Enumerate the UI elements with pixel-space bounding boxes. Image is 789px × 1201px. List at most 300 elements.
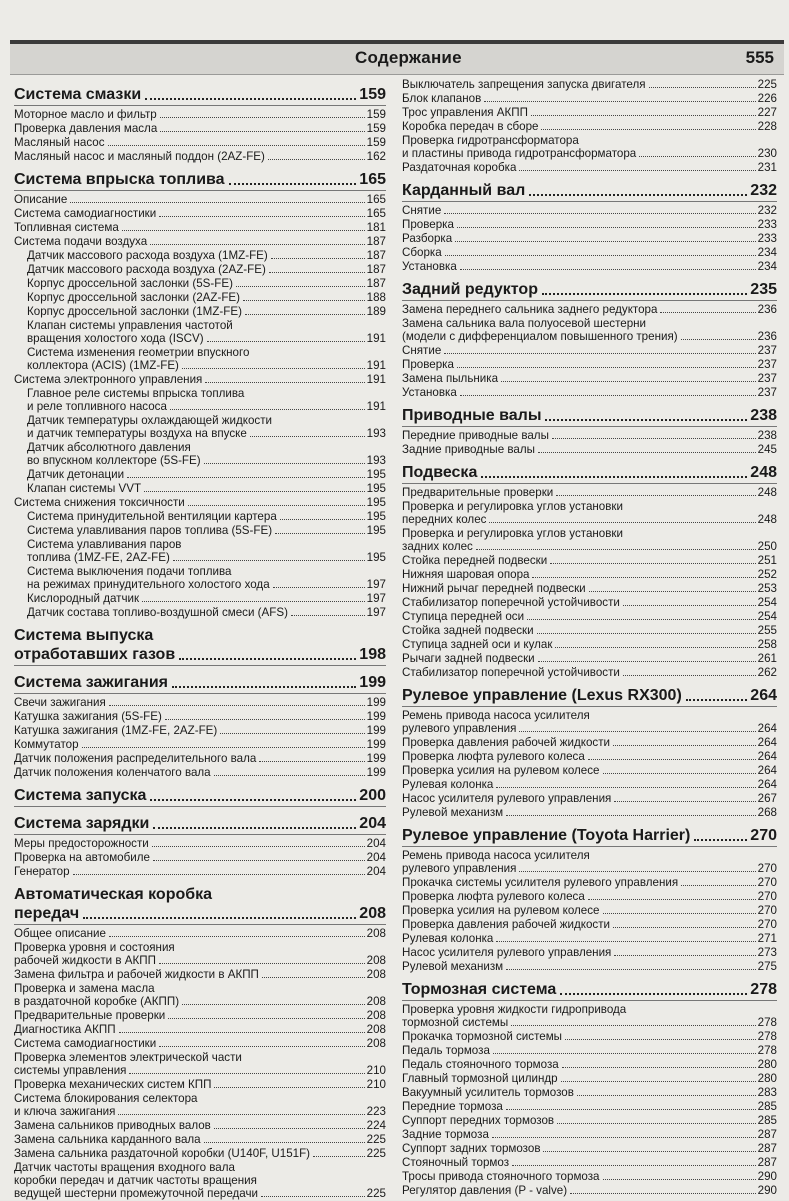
entry-last-line [27, 332, 386, 345]
dot-leader [529, 194, 747, 196]
dot-leader [557, 1123, 756, 1124]
entry-text: Система улавливания паров топлива (5S-FE) [27, 524, 273, 537]
toc-entry [14, 122, 386, 135]
entry-page: 199 [366, 752, 386, 765]
dot-leader [460, 269, 756, 270]
entry-page: 210 [366, 1078, 386, 1091]
entry-page: 225 [757, 78, 777, 91]
section-heading [14, 673, 386, 694]
entry-text: Проверка элементов электрической части [14, 1051, 242, 1064]
toc-entry [402, 624, 777, 637]
entry-text: Проверка [402, 218, 454, 231]
entry-page: 234 [757, 246, 777, 259]
entry-page: 254 [757, 610, 777, 623]
section-rule [402, 846, 777, 847]
dot-leader [511, 1025, 755, 1026]
dot-leader [603, 1179, 756, 1180]
entry-text: Замена переднего сальника заднего редуктора [402, 303, 658, 316]
toc-entry [402, 1170, 777, 1183]
dot-leader [489, 522, 755, 523]
entry-text: Насос усилителя рулевого управления [402, 946, 612, 959]
entry-page: 280 [757, 1072, 777, 1085]
toc-entry [402, 429, 777, 442]
entry-text: Блок клапанов [402, 92, 482, 105]
dot-leader [220, 733, 364, 734]
entry-text: Ступица передней оси [402, 610, 525, 623]
dot-leader [205, 382, 364, 383]
section-title-line: Автоматическая коробка [14, 886, 213, 903]
dot-leader [562, 1067, 756, 1068]
entry-page: 199 [366, 710, 386, 723]
dot-leader [445, 255, 756, 256]
entry-page: 278 [757, 1030, 777, 1043]
entry-text: Нижняя шаровая опора [402, 568, 530, 581]
entry-page: 191 [366, 400, 386, 413]
dot-leader [261, 1196, 365, 1197]
section-title: Карданный вал [402, 182, 526, 199]
entry-text: Рулевой механизм [402, 960, 504, 973]
entry-text: рабочей жидкости в АКПП [14, 954, 156, 967]
toc-entry [14, 1161, 386, 1200]
section-page: 198 [359, 646, 386, 663]
dot-leader [204, 463, 365, 464]
toc-entry [402, 317, 777, 343]
toc-entry [402, 1086, 777, 1099]
entry-page: 234 [757, 260, 777, 273]
entry-text: и реле топливного насоса [27, 400, 167, 413]
toc-entry [402, 1058, 777, 1071]
dot-leader [639, 156, 755, 157]
entry-page: 233 [757, 218, 777, 231]
section-rule [402, 706, 777, 707]
section-rule [14, 924, 386, 925]
entry-text: Замена сальников приводных валов [14, 1119, 211, 1132]
entry-page: 208 [366, 1023, 386, 1036]
dot-leader [542, 293, 747, 295]
dot-leader [159, 1046, 364, 1047]
toc-entry [402, 1072, 777, 1085]
entry-page: 237 [757, 386, 777, 399]
entry-text: Система самодиагностики [14, 1037, 157, 1050]
section-page: 208 [359, 905, 386, 922]
entry-last-line [27, 427, 386, 440]
section-page: 238 [750, 407, 777, 424]
entry-page: 251 [757, 554, 777, 567]
toc-entry [402, 1030, 777, 1043]
dot-leader [214, 1087, 364, 1088]
toc-entry [402, 134, 777, 160]
toc-entry [402, 1100, 777, 1113]
dot-leader [686, 699, 748, 701]
entry-text: Корпус дроссельной заслонки (2AZ-FE) [27, 291, 241, 304]
entry-text: Масляный насос и масляный поддон (2AZ-FE) [14, 150, 265, 163]
toc-entry [402, 582, 777, 595]
dot-leader [153, 860, 365, 861]
entry-last-line [27, 551, 386, 564]
dot-leader [73, 874, 365, 875]
entry-text: Клапан системы управления частотой [27, 319, 233, 332]
section-title-line: Система выпуска [14, 627, 154, 644]
toc-entry [14, 1037, 386, 1050]
toc-entry [14, 136, 386, 149]
dot-leader [527, 619, 756, 620]
entry-page: 193 [366, 454, 386, 467]
dot-leader [160, 117, 365, 118]
toc-entry [402, 736, 777, 749]
entry-page: 197 [366, 578, 386, 591]
entry-text: рулевого управления [402, 722, 517, 735]
entry-last-line [27, 400, 386, 413]
entry-page: 208 [366, 1009, 386, 1022]
entry-text: Клапан системы VVT [27, 482, 142, 495]
page-number: 555 [745, 48, 774, 67]
dot-leader [127, 477, 365, 478]
entry-page: 264 [757, 764, 777, 777]
entry-page: 287 [757, 1128, 777, 1141]
entry-text: тормозной системы [402, 1016, 509, 1029]
dot-leader [506, 1109, 756, 1110]
toc-entry [14, 235, 386, 248]
toc-entry [14, 291, 386, 304]
toc-entry [14, 1078, 386, 1091]
entry-page: 165 [366, 207, 386, 220]
toc-entry [402, 1156, 777, 1169]
dot-leader [273, 587, 365, 588]
section-heading [402, 826, 777, 847]
toc-entry [402, 709, 777, 735]
page-header [10, 40, 784, 75]
section-title-row [402, 980, 777, 999]
section-title-row [402, 406, 777, 425]
toc-entry [14, 1051, 386, 1077]
dot-leader [145, 98, 356, 100]
toc-entry [14, 496, 386, 509]
section-heading [402, 181, 777, 202]
dot-leader [506, 969, 756, 970]
entry-text: задних колес [402, 540, 473, 553]
toc-entry [402, 120, 777, 133]
dot-leader [268, 159, 365, 160]
dot-leader [236, 286, 365, 287]
entry-text: Нижний рычаг передней подвески [402, 582, 586, 595]
entry-page: 208 [366, 968, 386, 981]
toc-entry [402, 161, 777, 174]
entry-text: Установка [402, 260, 457, 273]
entry-text: Замена сальника раздаточной коробки (U140F, U151F) [14, 1147, 311, 1160]
entry-page: 231 [757, 161, 777, 174]
section-title: Рулевое управление (Toyota Harrier) [402, 827, 691, 844]
dot-leader [613, 927, 756, 928]
entry-text: Замена сальника вала полуосевой шестерни [402, 317, 647, 330]
entry-text: Рулевой механизм [402, 806, 504, 819]
dot-leader [588, 899, 756, 900]
entry-text: Рулевая колонка [402, 932, 494, 945]
toc-entry [14, 1147, 386, 1160]
entry-text: коробки передач и датчик частоты вращения [14, 1174, 257, 1187]
entry-last-line [402, 147, 777, 160]
dot-leader [170, 409, 365, 410]
entry-text: Прокачка тормозной системы [402, 1030, 563, 1043]
entry-page: 261 [757, 652, 777, 665]
toc-entry [14, 851, 386, 864]
entry-page: 283 [757, 1086, 777, 1099]
section-heading [402, 280, 777, 301]
entry-text: Передние приводные валы [402, 429, 549, 442]
toc-entry [402, 260, 777, 273]
entry-page: 208 [366, 954, 386, 967]
toc-entry [14, 414, 386, 440]
section-rule [14, 190, 386, 191]
entry-text: Система самодиагностики [14, 207, 157, 220]
dot-leader [555, 647, 755, 648]
entry-text: Проверка люфта рулевого колеса [402, 890, 585, 903]
entry-last-line [402, 330, 777, 343]
toc-entry [14, 1023, 386, 1036]
dot-leader [541, 129, 755, 130]
entry-page: 199 [366, 766, 386, 779]
dot-leader [589, 591, 756, 592]
dot-leader [269, 272, 365, 273]
dot-leader [603, 773, 756, 774]
toc-entry [14, 538, 386, 564]
toc-entry [402, 1044, 777, 1057]
entry-page: 264 [757, 736, 777, 749]
section-title: Рулевое управление (Lexus RX300) [402, 687, 682, 704]
section-title: Задний редуктор [402, 281, 538, 298]
entry-page: 195 [366, 551, 386, 564]
entry-text: Корпус дроссельной заслонки (1MZ-FE) [27, 305, 242, 318]
entry-page: 236 [757, 330, 777, 343]
toc-entry [14, 941, 386, 967]
entry-page: 225 [366, 1133, 386, 1146]
entry-page: 278 [757, 1044, 777, 1057]
entry-text: передних колес [402, 513, 487, 526]
dot-leader [623, 675, 756, 676]
toc-entry [14, 510, 386, 523]
section-page: 232 [750, 182, 777, 199]
entry-text: Ступица задней оси и кулак [402, 638, 553, 651]
entry-text: Система выключения подачи топлива [27, 565, 232, 578]
entry-text: Проверка и замена масла [14, 982, 155, 995]
entry-text: Система снижения токсичности [14, 496, 185, 509]
dot-leader [214, 775, 365, 776]
section-rule [402, 300, 777, 301]
toc-entry [14, 221, 386, 234]
dot-leader [182, 1004, 365, 1005]
dot-leader [577, 1095, 756, 1096]
dot-leader [173, 560, 365, 561]
dot-leader [537, 633, 756, 634]
dot-leader [532, 577, 755, 578]
entry-page: 270 [757, 890, 777, 903]
section-title: Приводные валы [402, 407, 542, 424]
entry-last-line [14, 995, 386, 1008]
entry-text: и ключа зажигания [14, 1105, 116, 1118]
entry-text: Катушка зажигания (1MZ-FE, 2AZ-FE) [14, 724, 218, 737]
entry-text: Коробка передач в сборе [402, 120, 539, 133]
dot-leader [444, 353, 755, 354]
entry-page: 290 [757, 1184, 777, 1197]
dot-leader [519, 731, 755, 732]
dot-leader [188, 505, 365, 506]
toc-entry [14, 606, 386, 619]
toc-entry [14, 696, 386, 709]
toc-entry [14, 592, 386, 605]
entry-page: 253 [757, 582, 777, 595]
dot-leader [457, 367, 756, 368]
section-title: Система смазки [14, 86, 142, 103]
dot-leader [556, 495, 755, 496]
section-heading [402, 686, 777, 707]
entry-page: 181 [366, 221, 386, 234]
dot-leader [560, 993, 747, 995]
dot-leader [512, 1165, 756, 1166]
entry-text: Датчик массового расхода воздуха (2AZ-FE) [27, 263, 266, 276]
entry-text: Проверка усилия на рулевом колесе [402, 904, 600, 917]
dot-leader [681, 885, 756, 886]
entry-page: 191 [366, 359, 386, 372]
dot-leader [275, 533, 365, 534]
entry-page: 159 [366, 122, 386, 135]
entry-text: Замена фильтра и рабочей жидкости в АКПП [14, 968, 259, 981]
entry-text: Раздаточная коробка [402, 161, 517, 174]
entry-page: 165 [366, 193, 386, 206]
entry-text: Моторное масло и фильтр [14, 108, 157, 121]
section-title-row [14, 786, 386, 805]
section-heading [14, 885, 386, 925]
section-rule [14, 693, 386, 694]
entry-text: Педаль стояночного тормоза [402, 1058, 559, 1071]
entry-text: Снятие [402, 344, 442, 357]
dot-leader [259, 761, 364, 762]
entry-text: Проверка механических систем КПП [14, 1078, 212, 1091]
entry-text: Датчик температуры охлаждающей жидкости [27, 414, 273, 427]
entry-text: Стабилизатор поперечной устойчивости [402, 666, 620, 679]
entry-page: 258 [757, 638, 777, 651]
dot-leader [262, 977, 365, 978]
dot-leader [623, 605, 756, 606]
toc-entry [14, 1133, 386, 1146]
entry-page: 236 [757, 303, 777, 316]
dot-leader [603, 913, 756, 914]
entry-text: Стояночный тормоз [402, 1156, 510, 1169]
section-title-row [402, 280, 777, 299]
dot-leader [550, 563, 755, 564]
entry-text: Насос усилителя рулевого управления [402, 792, 612, 805]
entry-page: 188 [366, 291, 386, 304]
entry-page: 287 [757, 1142, 777, 1155]
entry-text: Проверка люфта рулевого колеса [402, 750, 585, 763]
dot-leader [83, 917, 356, 919]
entry-page: 285 [757, 1114, 777, 1127]
entry-page: 273 [757, 946, 777, 959]
dot-leader [531, 115, 756, 116]
dot-leader [496, 787, 755, 788]
entry-text: Кислородный датчик [27, 592, 140, 605]
toc-entry [402, 1114, 777, 1127]
dot-leader [108, 145, 365, 146]
dot-leader [484, 101, 755, 102]
entry-text: Задние приводные валы [402, 443, 535, 456]
entry-text: Стойка задней подвески [402, 624, 534, 637]
dot-leader [444, 213, 755, 214]
section-page: 248 [750, 464, 777, 481]
section-title: Система зажигания [14, 674, 168, 691]
dot-leader [152, 846, 365, 847]
toc-entry [14, 1009, 386, 1022]
toc-entry [402, 764, 777, 777]
section-title-row [14, 645, 386, 664]
section-title-row [402, 463, 777, 482]
entry-text: Проверка гидротрансформатора [402, 134, 579, 147]
entry-page: 250 [757, 540, 777, 553]
dot-leader [165, 719, 365, 720]
toc-entry [402, 372, 777, 385]
entry-text: Проверка и регулировка углов установки [402, 500, 623, 513]
toc-entry [14, 738, 386, 751]
toc-entry [402, 946, 777, 959]
section-rule [14, 834, 386, 835]
entry-page: 199 [366, 738, 386, 751]
section-heading [14, 814, 386, 835]
entry-page: 162 [366, 150, 386, 163]
toc-entry [14, 524, 386, 537]
dot-leader [168, 1018, 364, 1019]
toc-entry [14, 1092, 386, 1118]
section-title-row [14, 85, 386, 104]
entry-text: Проверка давления рабочей жидкости [402, 736, 610, 749]
toc-entry [402, 386, 777, 399]
toc-entry [402, 610, 777, 623]
dot-leader [250, 436, 365, 437]
entry-text: Предварительные проверки [402, 486, 554, 499]
dot-leader [545, 419, 747, 421]
toc-entry [14, 150, 386, 163]
entry-last-line [27, 454, 386, 467]
entry-page: 232 [757, 204, 777, 217]
entry-text: Предварительные проверки [14, 1009, 166, 1022]
entry-text: Датчик детонации [27, 468, 125, 481]
entry-text: Главное реле системы впрыска топлива [27, 387, 245, 400]
entry-page: 204 [366, 837, 386, 850]
entry-text: Разборка [402, 232, 453, 245]
section-heading [14, 170, 386, 191]
section-title-row [14, 170, 386, 189]
entry-last-line [14, 1064, 386, 1077]
entry-text: Установка [402, 386, 457, 399]
section-rule [14, 806, 386, 807]
entry-text: Проверка уровня и состояния [14, 941, 175, 954]
entry-page: 199 [366, 724, 386, 737]
toc-entry [402, 568, 777, 581]
toc-entry [402, 890, 777, 903]
toc-entry [402, 246, 777, 259]
dot-leader [538, 452, 756, 453]
entry-last-line [402, 1016, 777, 1029]
entry-page: 264 [757, 778, 777, 791]
entry-text: Тросы привода стояночного тормоза [402, 1170, 600, 1183]
dot-leader [561, 1081, 756, 1082]
entry-page: 197 [366, 592, 386, 605]
entry-page: 187 [366, 277, 386, 290]
section-rule [402, 483, 777, 484]
entry-text: Меры предосторожности [14, 837, 149, 850]
section-heading [402, 406, 777, 427]
entry-text: Проверка [402, 358, 454, 371]
toc-entry [14, 968, 386, 981]
dot-leader [160, 131, 364, 132]
entry-page: 195 [366, 510, 386, 523]
